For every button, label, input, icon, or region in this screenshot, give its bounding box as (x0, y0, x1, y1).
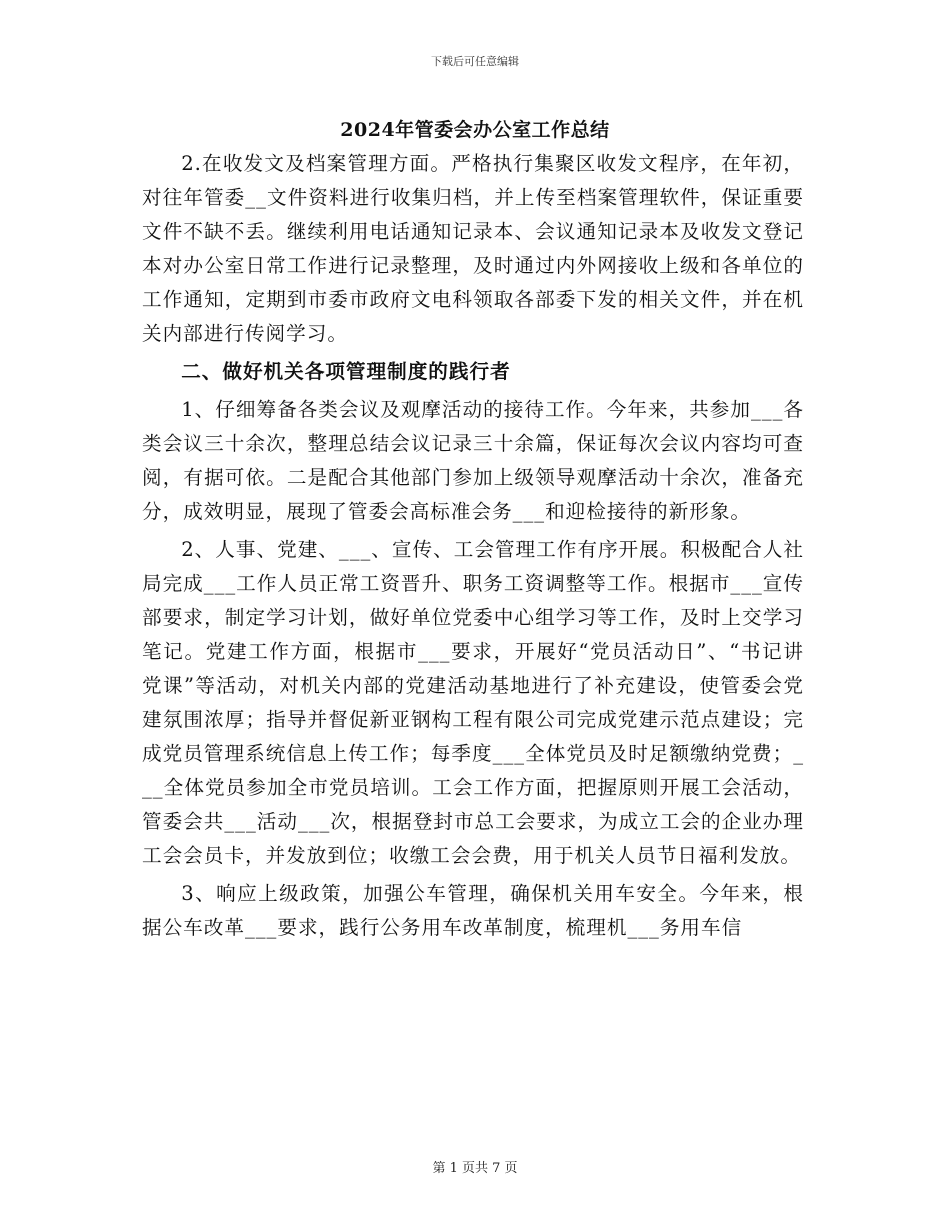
page-header: 下载后可任意编辑 (431, 55, 519, 68)
paragraph-archive-management: 2.在收发文及档案管理方面。严格执行集聚区收发文程序，在年初，对往年管委__文件资料进行收集归档，并上传至档案管理软件，保证重要文件不缺不丢。继续利用电话通知记录本、会议通知记录本及收发文登记本对办公室日常工作进行记录整理，及时通过内外网接收上级和各单位的工作通知，定期到市委市政府文电科领取各部委下发的相关文件，并在机关内部进行传阅学习。 (142, 152, 804, 345)
page-footer: 第 1 页共 7 页 (432, 1161, 518, 1176)
paragraph-personnel-party-affairs: 2、人事、党建、___、宣传、工会管理工作有序开展。积极配合人社局完成___工作人员正常工资晋升、职务工资调整等工作。根据市___宣传部要求，制定学习计划，做好单位党委中心组学习等工作，及时上交学习笔记。党建工作方面，根据市___要求，开展好“党员活动日”、“书记讲党课”等活动，对机关内部的党建活动基地进行了补充建设，使管委会党建氛围浓厚；指导并督促新亚钢构工程有限公司完成党建示范点建设；完成党员管理系统信息上传工作；每季度___全体党员及时足额缴纳党费；___全体党员参加全市党员培训。工会工作方面，把握原则开展工会活动，管委会共___活动___次，根据登封市总工会要求，为成立工会的企业办理工会会员卡，并发放到位；收缴工会会费，用于机关人员节日福利发放。 (142, 538, 804, 867)
paragraph-vehicle-management: 3、响应上级政策，加强公车管理，确保机关用车安全。今年来，根据公车改革___要求，践行公务用车改革制度，梳理机___务用车信 (142, 882, 804, 939)
document-title: 2024年管委会办公室工作总结 (340, 119, 610, 141)
document-body (142, 147, 804, 945)
section-heading-management-system: 二、做好机关各项管理制度的践行者 (181, 360, 511, 383)
paragraph-meetings-reception: 1、仔细筹备各类会议及观摩活动的接待工作。今年来，共参加___各类会议三十余次，整理总结会议记录三十余篇，保证每次会议内容均可查阅，有据可依。二是配合其他部门参加上级领导观摩活动十余次，准备充分，成效明显，展现了管委会高标准会务___和迎检接待的新形象。 (142, 398, 804, 523)
